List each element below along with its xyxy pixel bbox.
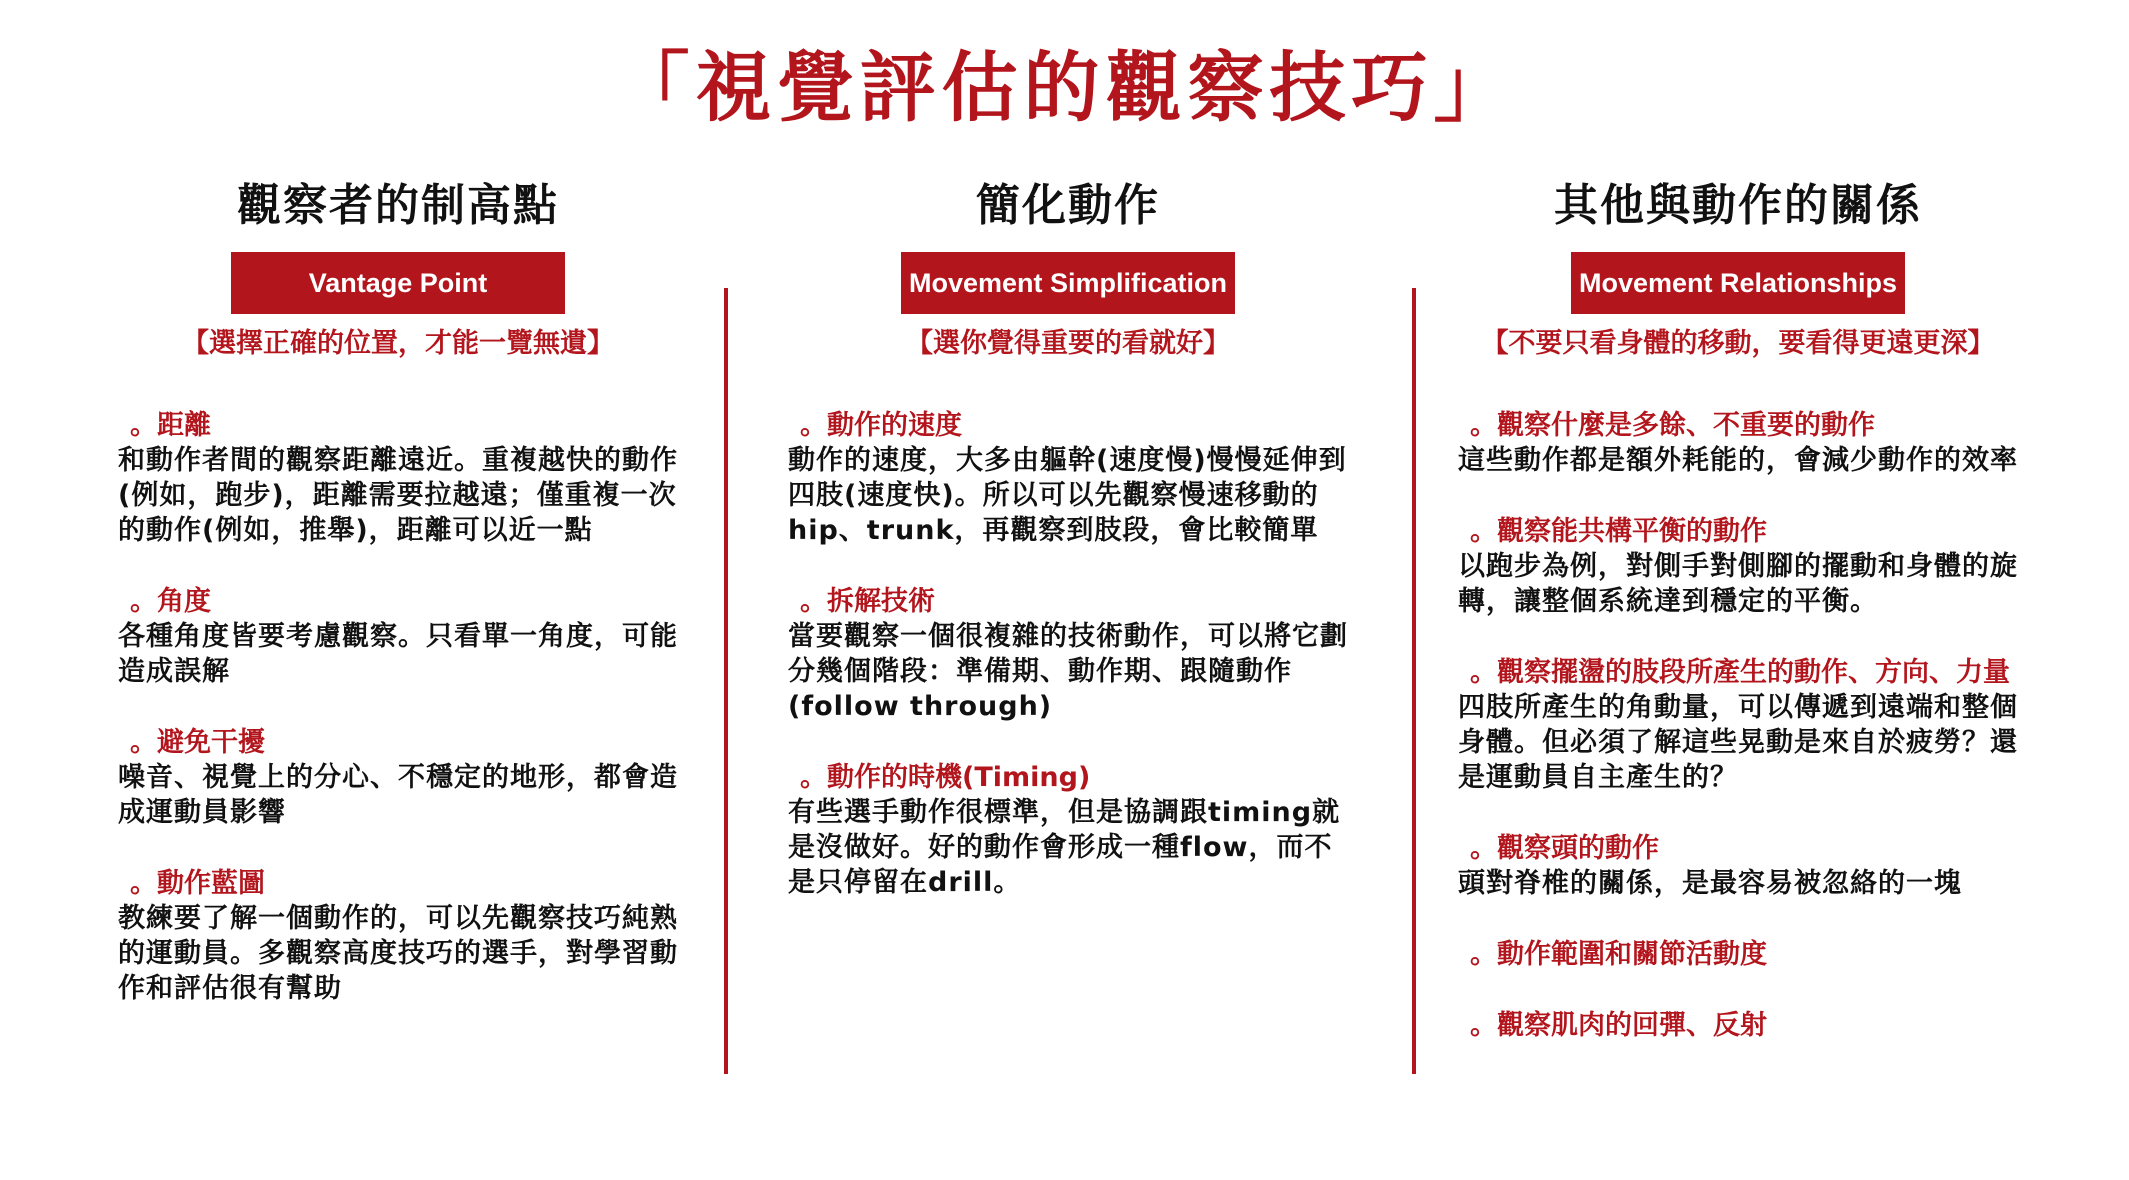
item-title: 。動作的速度 xyxy=(800,410,962,441)
item-title: 。動作範圍和關節活動度 xyxy=(1470,939,1767,970)
column-badge: Movement Relationships xyxy=(1571,252,1905,314)
list-item xyxy=(1458,831,2018,901)
item-body: 教練要了解一個動作的，可以先觀察技巧純熟的運動員。多觀察高度技巧的選手，對學習動作和評估很有幫助 xyxy=(118,903,678,1004)
list-item xyxy=(118,866,678,1006)
list-item xyxy=(788,408,1348,548)
column-badge: Vantage Point xyxy=(231,252,565,314)
list-item xyxy=(1458,514,2018,619)
item-title: 。觀察擺盪的肢段所產生的動作、方向、力量 xyxy=(1470,657,2010,688)
list-item xyxy=(788,584,1348,724)
list-item xyxy=(1458,655,2018,795)
item-body: 這些動作都是額外耗能的，會減少動作的效率 xyxy=(1458,445,2018,476)
item-body: 以跑步為例，對側手對側腳的擺動和身體的旋轉，讓整個系統達到穩定的平衡。 xyxy=(1458,551,2018,617)
item-body: 動作的速度，大多由軀幹(速度慢)慢慢延伸到四肢(速度快)。所以可以先觀察慢速移動的hip、trunk，再觀察到肢段，會比較簡單 xyxy=(788,445,1347,546)
column-heading: 觀察者的制高點 xyxy=(237,180,559,231)
item-title: 。觀察什麼是多餘、不重要的動作 xyxy=(1470,410,1875,441)
list-item xyxy=(118,725,678,830)
item-body: 當要觀察一個很複雜的技術動作，可以將它劃分幾個階段：準備期、動作期、跟隨動作(follow through) xyxy=(788,621,1348,722)
column-vantage-point xyxy=(118,172,678,1042)
column-heading: 簡化動作 xyxy=(976,180,1160,231)
column-subtitle: 【選你覺得重要的看就好】 xyxy=(906,328,1230,359)
item-title: 。距離 xyxy=(130,410,211,441)
page-title: 「視覺評估的觀察技巧」 xyxy=(613,43,1516,132)
item-list xyxy=(788,408,1348,900)
item-body: 和動作者間的觀察距離遠近。重複越快的動作(例如，跑步)，距離需要拉越遠；僅重複一次的動作(例如，推舉)，距離可以近一點 xyxy=(118,445,678,546)
list-item xyxy=(1458,937,2018,972)
column-subtitle: 【選擇正確的位置，才能一覽無遺】 xyxy=(182,328,614,359)
item-body: 有些選手動作很標準，但是協調跟timing就是沒做好。好的動作會形成一種flow，而不是只停留在drill。 xyxy=(788,797,1341,898)
item-title: 。觀察頭的動作 xyxy=(1470,833,1659,864)
item-title: 。避免干擾 xyxy=(130,727,265,758)
list-item xyxy=(1458,408,2018,478)
column-divider xyxy=(1412,288,1416,1074)
column-movement-simplification xyxy=(788,172,1348,936)
item-body: 頭對脊椎的關係，是最容易被忽絡的一塊 xyxy=(1458,868,1962,899)
item-title: 。角度 xyxy=(130,586,211,617)
item-body: 四肢所產生的角動量，可以傳遞到遠端和整個身體。但必須了解這些晃動是來自於疲勞？還是運動員自主產生的？ xyxy=(1458,692,2018,793)
column-movement-relationships xyxy=(1458,172,2018,1079)
column-heading: 其他與動作的關係 xyxy=(1554,180,1922,231)
item-body: 各種角度皆要考慮觀察。只看單一角度，可能造成誤解 xyxy=(118,621,678,687)
item-list xyxy=(1458,408,2018,1043)
list-item xyxy=(118,584,678,689)
item-body: 噪音、視覺上的分心、不穩定的地形，都會造成運動員影響 xyxy=(118,762,678,828)
item-title: 。觀察能共構平衡的動作 xyxy=(1470,516,1767,547)
column-subtitle: 【不要只看身體的移動，要看得更遠更深】 xyxy=(1481,328,1995,359)
list-item xyxy=(1458,1008,2018,1043)
item-title: 。觀察肌肉的回彈、反射 xyxy=(1470,1010,1767,1041)
item-title: 。動作藍圖 xyxy=(130,868,265,899)
list-item xyxy=(118,408,678,548)
column-divider xyxy=(724,288,728,1074)
item-title: 。動作的時機(Timing) xyxy=(800,762,1091,793)
column-badge: Movement Simplification xyxy=(901,252,1235,314)
item-title: 。拆解技術 xyxy=(800,586,935,617)
list-item xyxy=(788,760,1348,900)
item-list xyxy=(118,408,678,1006)
